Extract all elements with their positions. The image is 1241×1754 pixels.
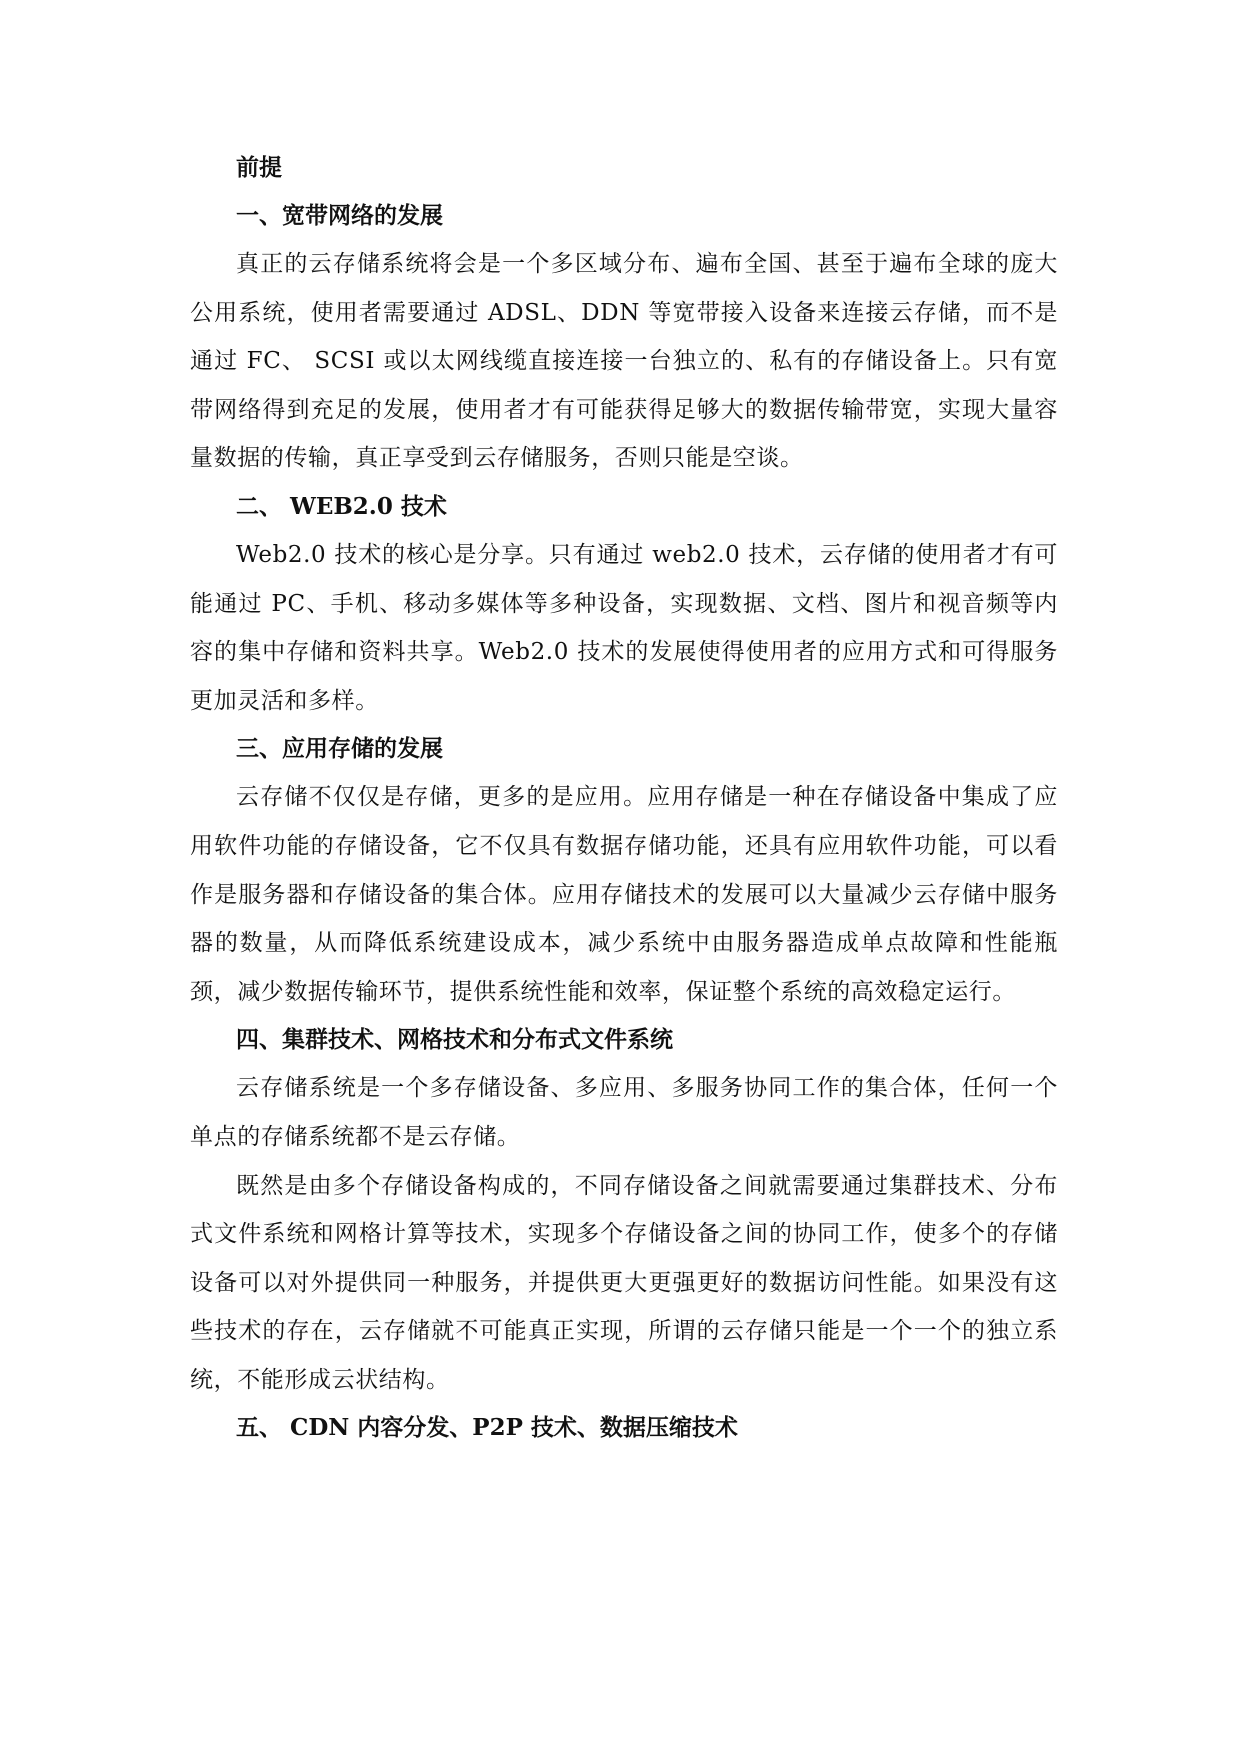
section-4-paragraph-1: 云存储系统是一个多存储设备、多应用、多服务协同工作的集合体，任何一个单点的存储系统都不是云存储。 bbox=[190, 1075, 1058, 1150]
section-heading-5: 五、 CDN 内容分发、P2P 技术、数据压缩技术 bbox=[236, 1414, 738, 1442]
section-2-paragraph-1: Web2.0 技术的核心是分享。只有通过 web2.0 技术，云存储的使用者才有可能通过 PC、手机、移动多媒体等多种设备，实现数据、文档、图片和视音频等内容的集中存储和资料共享。Web2.0 技术的发展使得使用者的应用方式和可得服务更加灵活和多样。 bbox=[190, 541, 1058, 714]
section-3-paragraph-1: 云存储不仅仅是存储，更多的是应用。应用存储是一种在存储设备中集成了应用软件功能的存储设备，它不仅具有数据存储功能，还具有应用软件功能，可以看作是服务器和存储设备的集合体。应用存储技术的发展可以大量减少云存储中服务器的数量，从而降低系统建设成本，减少系统中由服务器造成单点故障和性能瓶颈，减少数据传输环节，提供系统性能和效率，保证整个系统的高效稳定运行。 bbox=[190, 784, 1058, 1005]
document-title: 前提 bbox=[236, 154, 282, 181]
section-4-paragraph-2: 既然是由多个存储设备构成的，不同存储设备之间就需要通过集群技术、分布式文件系统和网格计算等技术，实现多个存储设备之间的协同工作，使多个的存储设备可以对外提供同一种服务，并提供更大更强更好的数据访问性能。如果没有这些技术的存在，云存储就不可能真正实现，所谓的云存储只能是一个一个的独立系统，不能形成云状结构。 bbox=[190, 1172, 1058, 1393]
section-heading-2: 二、 WEB2.0 技术 bbox=[236, 492, 447, 520]
section-1-paragraph-1: 真正的云存储系统将会是一个多区域分布、遍布全国、甚至于遍布全球的庞大公用系统，使用者需要通过 ADSL、DDN 等宽带接入设备来连接云存储，而不是通过 FC、 SCSI 或以太网线缆直接连接一台独立的、私有的存储设备上。只有宽带网络得到充足的发展，使用者才有可能获得足够大的数据传输带宽，实现大量容量数据的传输，真正享受到云存储服务，否则只能是空谈。 bbox=[190, 251, 1058, 472]
section-heading-3: 三、应用存储的发展 bbox=[236, 735, 443, 763]
section-heading-1: 一、宽带网络的发展 bbox=[236, 202, 443, 229]
document-page bbox=[190, 150, 1058, 1452]
section-heading-4: 四、集群技术、网格技术和分布式文件系统 bbox=[236, 1026, 673, 1054]
